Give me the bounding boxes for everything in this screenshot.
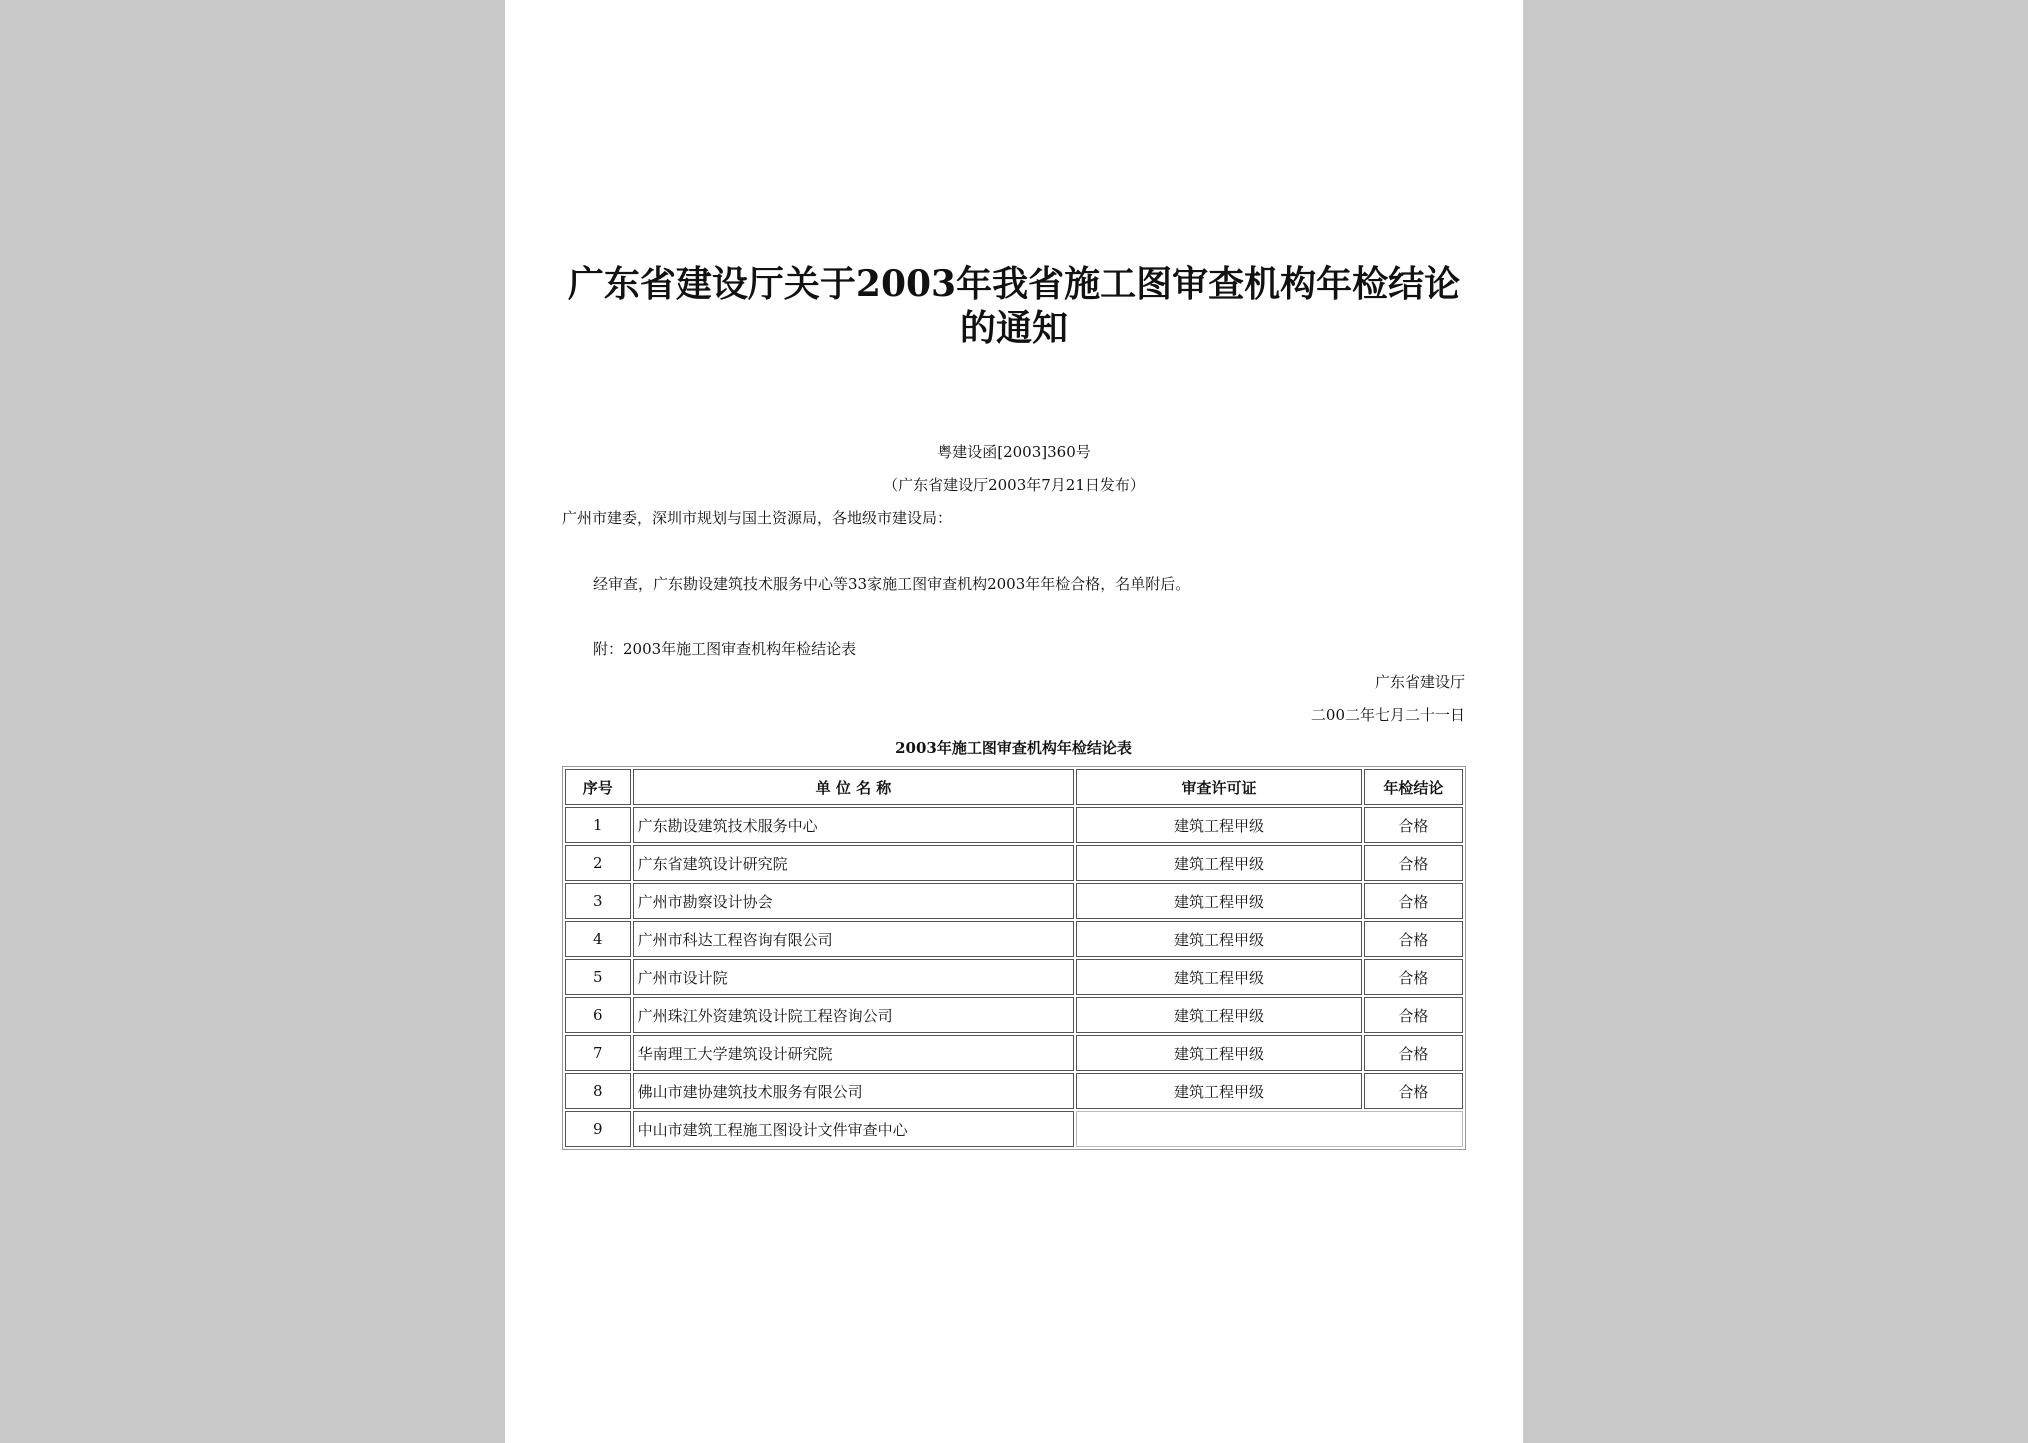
table-row xyxy=(565,883,1463,919)
row-no: 1 xyxy=(565,807,631,843)
row-permit-empty xyxy=(1076,1111,1463,1147)
table-row xyxy=(565,959,1463,995)
table-row xyxy=(565,1111,1463,1147)
row-name: 中山市建筑工程施工图设计文件审查中心 xyxy=(633,1111,1075,1147)
row-name: 华南理工大学建筑设计研究院 xyxy=(633,1035,1075,1071)
row-result: 合格 xyxy=(1364,807,1463,843)
table-row xyxy=(565,921,1463,957)
header-no: 序号 xyxy=(565,769,631,805)
row-permit: 建筑工程甲级 xyxy=(1076,1073,1361,1109)
row-name: 广州珠江外资建筑设计院工程咨询公司 xyxy=(633,997,1075,1033)
row-name: 广州市勘察设计协会 xyxy=(633,883,1075,919)
signer: 广东省建设厅 xyxy=(1374,673,1465,691)
header-permit: 审查许可证 xyxy=(1076,769,1361,805)
row-permit: 建筑工程甲级 xyxy=(1076,1035,1361,1071)
results-table xyxy=(562,766,1466,1150)
header-name: 单 位 名 称 xyxy=(633,769,1075,805)
row-result: 合格 xyxy=(1364,921,1463,957)
row-result: 合格 xyxy=(1364,883,1463,919)
row-result: 合格 xyxy=(1364,959,1463,995)
table-title: 2003年施工图审查机构年检结论表 xyxy=(895,739,1132,757)
row-no: 7 xyxy=(565,1035,631,1071)
row-permit: 建筑工程甲级 xyxy=(1076,997,1361,1033)
table-row xyxy=(565,1035,1463,1071)
row-no: 5 xyxy=(565,959,631,995)
row-name: 广州市科达工程咨询有限公司 xyxy=(633,921,1075,957)
row-name: 广州市设计院 xyxy=(633,959,1075,995)
row-permit: 建筑工程甲级 xyxy=(1076,845,1361,881)
row-no: 8 xyxy=(565,1073,631,1109)
row-permit: 建筑工程甲级 xyxy=(1076,959,1361,995)
table-row xyxy=(565,807,1463,843)
row-name: 广东勘设建筑技术服务中心 xyxy=(633,807,1075,843)
row-name: 佛山市建协建筑技术服务有限公司 xyxy=(633,1073,1075,1109)
row-no: 3 xyxy=(565,883,631,919)
table-row xyxy=(565,997,1463,1033)
row-result: 合格 xyxy=(1364,845,1463,881)
row-result: 合格 xyxy=(1364,1073,1463,1109)
addressee: 广州市建委，深圳市规划与国土资源局，各地级市建设局： xyxy=(562,509,953,527)
row-no: 4 xyxy=(565,921,631,957)
sign-date: 二00二年七月二十一日 xyxy=(1310,706,1465,724)
title-line-1: 广东省建设厅关于2003年我省施工图审查机构年检结论 xyxy=(567,263,1461,305)
issue-note: （广东省建设厅2003年7月21日发布） xyxy=(883,476,1145,494)
row-permit: 建筑工程甲级 xyxy=(1076,807,1361,843)
table-header-row xyxy=(565,769,1463,805)
row-no: 9 xyxy=(565,1111,631,1147)
document-number: 粤建设函[2003]360号 xyxy=(937,443,1091,461)
row-no: 6 xyxy=(565,997,631,1033)
header-result: 年检结论 xyxy=(1364,769,1463,805)
document-page xyxy=(505,0,1523,1443)
row-no: 2 xyxy=(565,845,631,881)
document-title xyxy=(565,262,1463,350)
row-result: 合格 xyxy=(1364,1035,1463,1071)
row-permit: 建筑工程甲级 xyxy=(1076,883,1361,919)
row-result: 合格 xyxy=(1364,997,1463,1033)
row-permit: 建筑工程甲级 xyxy=(1076,921,1361,957)
body-paragraph: 经审查，广东勘设建筑技术服务中心等33家施工图审查机构2003年年检合格，名单附后。 xyxy=(593,575,1191,593)
row-name: 广东省建筑设计研究院 xyxy=(633,845,1075,881)
table-row xyxy=(565,845,1463,881)
title-line-2: 的通知 xyxy=(959,307,1068,349)
table-row xyxy=(565,1073,1463,1109)
attachment-note: 附：2003年施工图审查机构年检结论表 xyxy=(593,640,857,658)
